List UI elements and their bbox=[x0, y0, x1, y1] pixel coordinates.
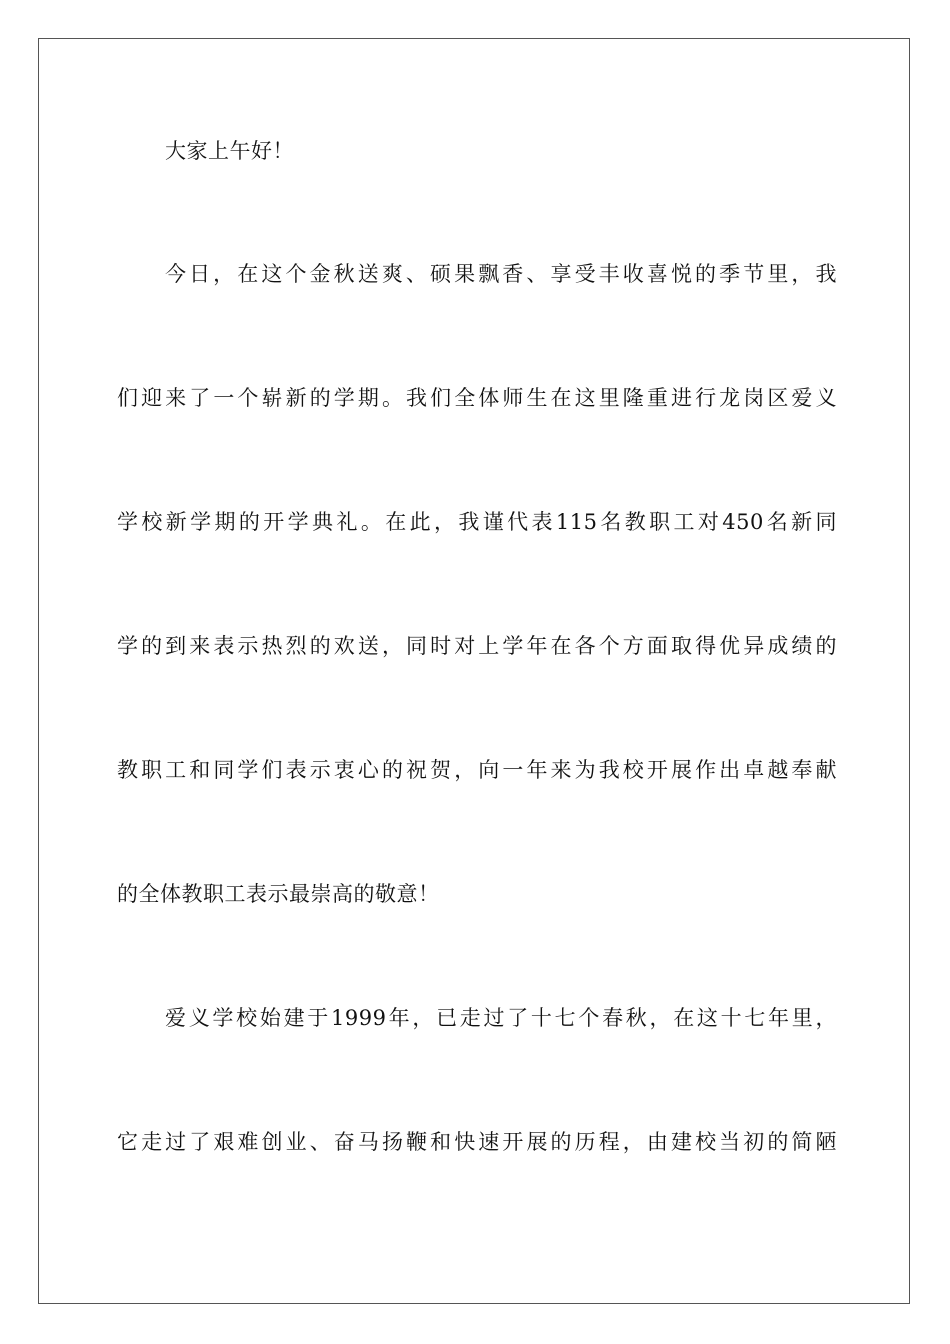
paragraph-1-line-2: 们迎来了一个崭新的学期。我们全体师生在这里隆重进行龙岗区爱义 bbox=[117, 386, 837, 410]
paragraph-2-line-2: 它走过了艰难创业、奋马扬鞭和快速开展的历程，由建校当初的简陋 bbox=[117, 1130, 837, 1154]
paragraph-1-line-4: 学的到来表示热烈的欢送，同时对上学年在各个方面取得优异成绩的 bbox=[117, 634, 837, 658]
paragraph-1-line-5: 教职工和同学们表示衷心的祝贺，向一年来为我校开展作出卓越奉献 bbox=[117, 758, 837, 782]
page-border bbox=[38, 38, 910, 1304]
paragraph-1-line-1: 今日，在这个金秋送爽、硕果飘香、享受丰收喜悦的季节里，我 bbox=[165, 262, 837, 286]
paragraph-2-line-1: 爱义学校始建于1999年，已走过了十七个春秋，在这十七年里， bbox=[165, 1006, 837, 1030]
paragraph-1-line-6: 的全体教职工表示最崇高的敬意！ bbox=[117, 882, 440, 906]
greeting-line: 大家上午好！ bbox=[165, 139, 294, 163]
paragraph-1-line-3: 学校新学期的开学典礼。在此，我谨代表115名教职工对450名新同 bbox=[117, 510, 837, 534]
